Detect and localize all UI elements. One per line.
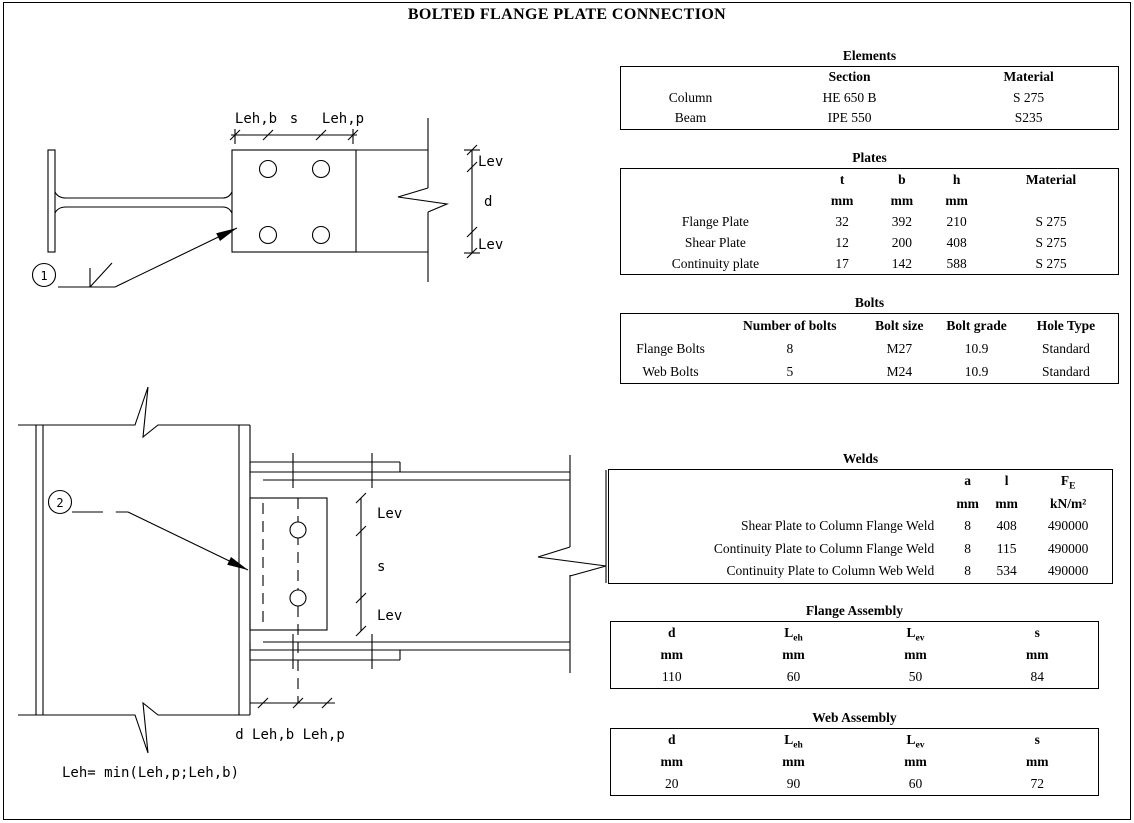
leader-arrowhead xyxy=(216,228,237,241)
bolt-hole xyxy=(260,161,277,178)
cell-leh: 90 xyxy=(786,776,801,791)
row-label: Continuity plate xyxy=(671,255,760,271)
top-flange-plate-assembly xyxy=(250,453,570,488)
bolt-hole xyxy=(313,161,330,178)
elements-table xyxy=(620,66,1119,130)
unit-leh: mm xyxy=(782,647,805,662)
unit-d: mm xyxy=(660,647,683,662)
cell-f: 490000 xyxy=(1047,563,1089,579)
bolt-hole xyxy=(313,227,330,244)
plates-table xyxy=(620,168,1119,275)
cell-hole: Standard xyxy=(1041,363,1090,379)
col-header-b: b xyxy=(898,171,906,187)
bolts-caption: Bolts xyxy=(854,295,885,310)
cell-b: 200 xyxy=(891,234,912,250)
bolt-hole xyxy=(290,522,306,538)
weld-symbol xyxy=(103,499,116,525)
bottom-dimension xyxy=(235,698,345,743)
empty-cell xyxy=(609,493,947,516)
table-row xyxy=(609,515,1113,538)
dim-label-s: s xyxy=(377,559,386,575)
plates-caption: Plates xyxy=(852,150,887,165)
cell-material: S 275 xyxy=(1035,255,1067,271)
unit-lev: mm xyxy=(904,754,927,769)
weld-symbol xyxy=(90,263,112,287)
cell-t: 32 xyxy=(835,213,849,229)
cell-b: 392 xyxy=(891,213,912,229)
flange-plate xyxy=(232,150,356,252)
leader-arrowhead xyxy=(227,557,248,570)
col-header-lev xyxy=(855,622,977,645)
leh-note: Leh= min(Leh,p;Leh,b) xyxy=(62,765,240,781)
unit-s: mm xyxy=(1026,647,1049,662)
dim-label-lev-bottom: Lev xyxy=(377,608,403,624)
unit-h: mm xyxy=(945,192,968,208)
cell-l: 408 xyxy=(996,518,1017,534)
welds-table xyxy=(608,469,1113,584)
col-header-t: t xyxy=(839,171,845,187)
header-row xyxy=(609,470,1113,493)
table-row xyxy=(621,232,1119,253)
cell-material: S 275 xyxy=(1035,234,1067,250)
break-symbol xyxy=(538,547,606,576)
col-header-s: s xyxy=(1034,732,1040,747)
cell-hole: Standard xyxy=(1041,340,1090,356)
table-row xyxy=(621,360,1119,384)
lev-sub: ev xyxy=(915,740,925,751)
cell-leh: 60 xyxy=(786,669,801,684)
lev-sub: ev xyxy=(915,633,925,644)
table-row xyxy=(621,211,1119,232)
cell-h: 588 xyxy=(946,255,967,271)
right-dimension xyxy=(464,145,503,258)
web-assembly-caption: Web Assembly xyxy=(812,710,897,725)
unit-f: kN/m² xyxy=(1049,495,1087,511)
col-header-number: Number of bolts xyxy=(743,317,837,333)
beam-flange-with-break xyxy=(356,118,447,282)
row-label: Flange Bolts xyxy=(636,340,705,356)
empty-cell xyxy=(621,190,810,211)
header-row xyxy=(611,622,1099,645)
bolt-hole xyxy=(290,590,306,606)
cell-t: 17 xyxy=(835,255,849,271)
welds-section xyxy=(608,451,1113,584)
bolts-table xyxy=(620,313,1119,384)
header-row xyxy=(611,729,1099,752)
callout-number: 2 xyxy=(56,496,64,510)
header-row xyxy=(621,67,1119,88)
unit-d: mm xyxy=(660,754,683,769)
col-header-size: Bolt size xyxy=(875,317,924,333)
row-label: Column xyxy=(668,89,713,105)
column-flange-profile xyxy=(48,150,232,252)
plates-section xyxy=(620,150,1119,275)
welds-caption: Welds xyxy=(842,451,879,466)
dim-label-bottom: d Leh,b Leh,p xyxy=(235,727,345,743)
cell-d: 20 xyxy=(665,776,679,791)
fe-sub: E xyxy=(1069,481,1076,492)
col-header-lev xyxy=(855,729,977,752)
row-label: Shear Plate to Column Flange Weld xyxy=(740,518,935,534)
col-header-d: d xyxy=(667,625,676,640)
lev-base: L xyxy=(906,625,916,640)
header-row xyxy=(621,169,1119,191)
values-row xyxy=(611,666,1099,689)
leh-base: L xyxy=(784,732,794,747)
cell-s: 72 xyxy=(1030,776,1044,791)
dim-label-d: d xyxy=(484,194,493,210)
callout-number: 1 xyxy=(40,269,48,283)
cell-lev: 60 xyxy=(908,776,923,791)
table-row xyxy=(609,560,1113,583)
flange-assembly-table xyxy=(610,621,1099,689)
flange-plate-plan-diagram xyxy=(20,100,540,310)
row-label: Shear Plate xyxy=(684,234,746,250)
unit-leh: mm xyxy=(782,754,805,769)
col-header-material: Material xyxy=(1003,69,1054,85)
cell-a: 8 xyxy=(964,540,971,556)
top-dimension xyxy=(230,111,364,144)
leh-sub: eh xyxy=(793,740,803,751)
table-row xyxy=(609,538,1113,561)
cell-section: HE 650 B xyxy=(822,89,877,105)
empty-cell xyxy=(984,190,1118,211)
col-header-fe xyxy=(1024,470,1112,493)
row-label: Continuity Plate to Column Flange Weld xyxy=(713,540,935,556)
col-header-leh xyxy=(733,622,855,645)
cell-s: 84 xyxy=(1030,669,1044,684)
units-row xyxy=(621,190,1119,211)
units-row xyxy=(611,644,1099,666)
leh-sub: eh xyxy=(793,633,803,644)
empty-cell xyxy=(621,314,721,338)
cell-lev: 50 xyxy=(908,669,923,684)
cell-l: 115 xyxy=(996,540,1017,556)
cell-b: 142 xyxy=(891,255,912,271)
cell-size: M27 xyxy=(886,340,913,356)
weld-callout-1 xyxy=(33,228,238,287)
bolt-hole xyxy=(260,227,277,244)
table-row xyxy=(621,253,1119,275)
table-row xyxy=(621,108,1119,129)
cell-d: 110 xyxy=(661,669,682,684)
unit-lev: mm xyxy=(904,647,927,662)
cell-material: S235 xyxy=(1014,110,1043,126)
cell-material: S 275 xyxy=(1013,89,1045,105)
dim-label-leh-b: Leh,b xyxy=(234,111,278,127)
col-header-a: a xyxy=(964,473,971,489)
leh-base: L xyxy=(784,625,794,640)
cell-number: 8 xyxy=(786,340,794,356)
page-title: BOLTED FLANGE PLATE CONNECTION xyxy=(407,6,727,23)
dim-label-s: s xyxy=(289,111,299,127)
elements-caption: Elements xyxy=(842,48,897,63)
lev-base: L xyxy=(906,732,916,747)
dim-label-lev-bottom: Lev xyxy=(478,237,504,253)
right-dimension xyxy=(356,493,402,636)
weld-callout-2 xyxy=(49,491,249,571)
flange-assembly-section xyxy=(610,603,1099,689)
col-header-s: s xyxy=(1034,625,1040,640)
cell-section: IPE 550 xyxy=(827,110,872,126)
bolts-section xyxy=(620,295,1119,384)
cell-l: 534 xyxy=(996,563,1017,579)
dim-label-lev-top: Lev xyxy=(377,506,403,522)
row-label: Flange Plate xyxy=(681,213,749,229)
col-header-leh xyxy=(733,729,855,752)
beam-end-break xyxy=(538,455,606,673)
cell-a: 8 xyxy=(964,518,971,534)
values-row xyxy=(611,773,1099,796)
elements-section xyxy=(620,48,1119,130)
header-row xyxy=(621,314,1119,338)
column-elevation xyxy=(18,387,250,753)
cell-h: 210 xyxy=(946,213,967,229)
units-row xyxy=(609,493,1113,516)
row-label: Continuity Plate to Column Web Weld xyxy=(726,563,935,579)
table-row xyxy=(621,88,1119,109)
col-header-d: d xyxy=(667,732,676,747)
fe-base: F xyxy=(1060,473,1070,489)
dim-label-leh-p: Leh,p xyxy=(321,111,365,127)
cell-h: 408 xyxy=(946,234,967,250)
cell-f: 490000 xyxy=(1047,518,1089,534)
unit-b: mm xyxy=(890,192,914,208)
cell-t: 12 xyxy=(835,234,849,250)
col-header-section: Section xyxy=(828,69,871,85)
units-row xyxy=(611,751,1099,773)
col-header-hole: Hole Type xyxy=(1036,317,1096,333)
col-header-material: Material xyxy=(1025,171,1077,187)
col-header-l: l xyxy=(1004,473,1009,489)
cell-size: M24 xyxy=(886,363,913,379)
empty-cell xyxy=(609,470,947,493)
row-label: Beam xyxy=(674,110,707,126)
unit-s: mm xyxy=(1026,754,1049,769)
col-header-grade: Bolt grade xyxy=(946,317,1007,333)
flange-assembly-caption: Flange Assembly xyxy=(805,603,904,618)
cell-grade: 10.9 xyxy=(964,340,989,356)
break-symbol xyxy=(18,387,250,437)
cell-f: 490000 xyxy=(1047,540,1089,556)
col-header-h: h xyxy=(952,171,961,187)
cell-material: S 275 xyxy=(1035,213,1067,229)
unit-t: mm xyxy=(830,192,854,208)
web-assembly-section xyxy=(610,710,1099,796)
empty-cell xyxy=(621,169,810,191)
shear-plate xyxy=(250,498,327,703)
unit-l: mm xyxy=(995,495,1018,511)
break-symbol xyxy=(398,188,447,212)
connection-elevation-diagram xyxy=(10,385,630,805)
row-label: Web Bolts xyxy=(642,363,699,379)
cell-grade: 10.9 xyxy=(964,363,989,379)
unit-a: mm xyxy=(956,495,979,511)
cell-a: 8 xyxy=(964,563,971,579)
break-symbol xyxy=(18,703,250,753)
table-row xyxy=(621,337,1119,360)
dim-label-lev-top: Lev xyxy=(478,154,504,170)
empty-cell xyxy=(621,67,760,88)
cell-number: 5 xyxy=(786,363,794,379)
web-assembly-table xyxy=(610,728,1099,796)
